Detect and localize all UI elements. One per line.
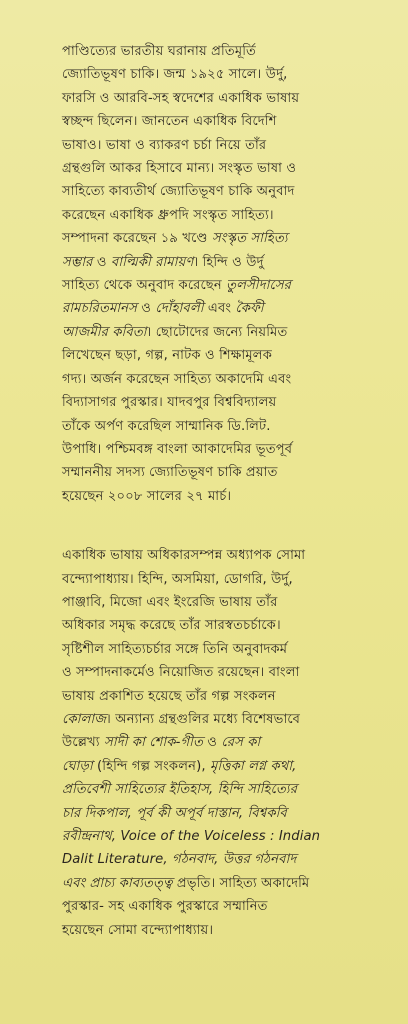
book-title-line: প্রতিবেশী সাহিত্যের ইতিহাস, হিন্দি সাহিত্যের [62,782,298,798]
text-run: সম্পাদনা করেছেন ১৯ খণ্ডে [62,231,213,247]
book-title: ঘোড়া [62,758,93,774]
text-line: ফারসি ও আরবি-সহ স্বদেশের একাধিক ভাষায় [62,90,300,106]
text-line: ভাষাও। ভাষা ও ব্যাকরণ চর্চা নিয়ে তাঁর [62,137,267,153]
book-title: রেস কা [221,735,261,751]
bio-soma-bandyopadhyay [62,544,378,942]
book-title-line: Dalit Literature, গঠনবাদ, উত্তর গঠনবাদ [62,852,297,868]
text-line: পাণ্ডিত্যের ভারতীয় ঘরানায় প্রতিমূর্তি [62,44,257,59]
book-title: আজমীর কবিতা [62,324,147,340]
text-run: প্রভৃতি। সাহিত্য অকাদেমি [172,875,310,891]
text-line [62,321,378,344]
text-run: । হিন্দি ও উর্দু [193,254,264,270]
paragraph-spacer [62,508,378,544]
text-line: উপাধি। পশ্চিমবঙ্গ বাংলা আকাদেমির ভূতপূর্ব [62,441,293,457]
bio-jyotibhushan-chaki [62,40,378,508]
book-title-line: রবীন্দ্রনাথ, Voice of the Voiceless : Indian [62,829,321,844]
text-run: সাহিত্য থেকে অনুবাদ করেছেন [62,278,227,294]
text-run: উল্লেখ্য [62,735,105,751]
text-line: পুরস্কার- সহ একাধিক পুরস্কারে সম্মানিত [62,899,268,915]
book-title: তুলসীদাসের [226,278,291,294]
book-title: সংস্কৃত সাহিত্য [212,231,288,247]
book-title: কৈফী [235,301,264,317]
text-line: গ্রন্থগুলি আকর হিসাবে মান্য। সংস্কৃত ভাষা ও [62,161,297,177]
text-run: (হিন্দি গল্প সংকলন), [92,758,210,774]
text-line: একাধিক ভাষায় অধিকারসম্পন্ন অধ্যাপক সোমা [62,548,306,564]
text-run: ও [136,301,156,317]
text-line: অধিকার সমৃদ্ধ করেছে তাঁর সারস্বতচর্চাকে। [62,618,281,634]
text-line [62,297,378,320]
text-line: সাহিত্যে কাব্যতীর্থ জ্যোতিভূষণ চাকি অনুবাদ [62,184,295,200]
text-line: হয়েছেন ২০০৮ সালের ২৭ মার্চ। [62,488,232,504]
book-title: চার দিকপাল, পূর্ব কী অপূর্ব দাস্তান, [62,805,244,821]
text-line: সৃষ্টিশীল সাহিত্যচর্চার সঙ্গে তিনি অনুবাদকর্ম [62,641,288,657]
text-line: করেছেন একাধিক ধ্রুপদি সংস্কৃত সাহিত্য। [62,207,274,223]
text-line [62,755,378,778]
text-run: । ছোটোদের জন্যে নিয়মিত [146,324,288,340]
text-line: গদ্য। অর্জন করেছেন সাহিত্য অকাদেমি এবং [62,371,292,387]
text-line [62,251,378,274]
text-line [62,227,378,250]
text-line: বন্দ্যোপাধ্যায়। হিন্দি, অসমিয়া, ডোগরি, উর্দু, [62,571,293,587]
text-run: । অন্যান্য গ্রন্থগুলির মধ্যে বিশেষভাবে [106,711,301,727]
text-line [62,731,378,754]
text-line: সম্মাননীয় সদস্য জ্যোতিভূষণ চাকি প্রয়াত [62,465,278,481]
text-line [62,708,378,731]
text-line [62,872,378,895]
text-line: তাঁকে অর্পণ করেছিল সাম্মানিক ডি.লিট. [62,418,271,434]
text-run: ও [92,254,111,270]
text-line: ভাষায় প্রকাশিত হয়েছে তাঁর গল্প সংকলন [62,688,276,704]
text-line: জ্যোতিভূষণ চাকি। জন্ম ১৯২৫ সালে। উর্দু, [62,67,288,83]
book-title: বিশ্বকবি [243,805,287,821]
text-run: ও [202,735,222,751]
text-line: হয়েছেন সোমা বন্দ্যোপাধ্যায়। [62,922,214,938]
book-title: দোঁহাবলী [155,301,204,317]
book-title: সাদী কা শোক-গীত [104,735,203,751]
book-title: কোলাজ [62,711,107,727]
text-line: ও সম্পাদনাকর্মেও নিয়োজিত রয়েছেন। বাংলা [62,665,300,681]
text-line [62,274,378,297]
book-title: সম্ভার [62,254,93,270]
text-line: স্বচ্ছন্দ ছিলেন। জানতেন একাধিক বিদেশি [62,114,277,130]
text-line: পাঞ্জাবি, মিজো এবং ইংরেজি ভাষায় তাঁর [62,594,278,610]
text-run: এবং [203,301,236,317]
text-line: বিদ্যাসাগর পুরস্কার। যাদবপুর বিশ্ববিদ্যালয় [62,395,277,411]
text-line: লিখেছেন ছড়া, গল্প, নাটক ও শিক্ষামূলক [62,348,273,364]
book-title: মৃত্তিকা লগ্ন কথা, [209,758,297,774]
text-line [62,802,378,825]
book-title: বাল্মিকী রামায়ণ [110,254,194,270]
book-title: এবং প্রাচ্য কাব্যতত্ত্ব [62,875,173,891]
book-title: রামচরিতমানস [62,301,137,317]
